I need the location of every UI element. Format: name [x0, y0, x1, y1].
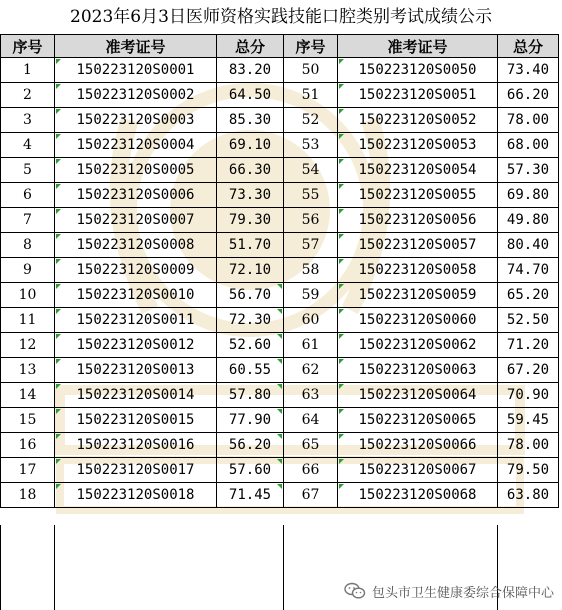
cell-score-2: 73.40: [498, 58, 559, 83]
cell-score: 77.90: [217, 408, 284, 433]
cell-score-2: 69.80: [498, 183, 559, 208]
cell-seq: 1: [1, 58, 55, 83]
cell-exam-id: 150223120S0012: [55, 333, 217, 358]
cell-score-2: 79.50: [498, 458, 559, 483]
score-table: [0, 34, 559, 508]
cell-score-2: 52.50: [498, 308, 559, 333]
table-row: [1, 383, 559, 408]
cell-seq: 7: [1, 208, 55, 233]
cell-exam-id: 150223120S0014: [55, 383, 217, 408]
cell-exam-id-2: 150223120S0068: [338, 483, 498, 508]
page-title: 2023年6月3日医师资格实践技能口腔类别考试成绩公示: [70, 7, 492, 27]
cell-exam-id-2: 150223120S0050: [338, 58, 498, 83]
cell-score: 57.60: [217, 458, 284, 483]
cell-seq: 18: [1, 483, 55, 508]
cell-exam-id-2: 150223120S0063: [338, 358, 498, 383]
cell-exam-id-2: 150223120S0064: [338, 383, 498, 408]
cell-exam-id: 150223120S0003: [55, 108, 217, 133]
cell-score: 83.20: [217, 58, 284, 83]
cell-exam-id-2: 150223120S0056: [338, 208, 498, 233]
cell-exam-id-2: 150223120S0062: [338, 333, 498, 358]
table-row: [1, 308, 559, 333]
cell-exam-id-2: 150223120S0058: [338, 258, 498, 283]
cell-score-2: 74.70: [498, 258, 559, 283]
cell-exam-id-2: 150223120S0066: [338, 433, 498, 458]
cell-seq: 3: [1, 108, 55, 133]
table-body: [1, 58, 559, 508]
table-row: [1, 58, 559, 83]
cell-exam-id: 150223120S0016: [55, 433, 217, 458]
cell-score-2: 70.90: [498, 383, 559, 408]
cell-exam-id: 150223120S0004: [55, 133, 217, 158]
header-score: 总分: [217, 35, 284, 58]
cell-seq: 15: [1, 408, 55, 433]
table-row: [1, 108, 559, 133]
cell-score: 71.45: [217, 483, 284, 508]
cell-score: 72.10: [217, 258, 284, 283]
cell-seq: 5: [1, 158, 55, 183]
cell-exam-id: 150223120S0010: [55, 283, 217, 308]
cell-seq-2: 65: [284, 433, 338, 458]
cell-exam-id: 150223120S0008: [55, 233, 217, 258]
cell-score: 51.70: [217, 233, 284, 258]
table-row: [1, 258, 559, 283]
cell-score-2: 59.45: [498, 408, 559, 433]
cell-score-2: 78.00: [498, 433, 559, 458]
cell-seq-2: 58: [284, 258, 338, 283]
cell-seq-2: 60: [284, 308, 338, 333]
cell-exam-id: 150223120S0018: [55, 483, 217, 508]
cell-exam-id-2: 150223120S0059: [338, 283, 498, 308]
header-score-2: 总分: [498, 35, 559, 58]
cell-seq-2: 66: [284, 458, 338, 483]
cell-exam-id: 150223120S0013: [55, 358, 217, 383]
cell-score: 57.80: [217, 383, 284, 408]
cell-exam-id: 150223120S0007: [55, 208, 217, 233]
cell-seq-2: 53: [284, 133, 338, 158]
cell-score: 79.30: [217, 208, 284, 233]
cell-seq-2: 63: [284, 383, 338, 408]
cell-exam-id-2: 150223120S0057: [338, 233, 498, 258]
cell-seq-2: 62: [284, 358, 338, 383]
cell-seq: 12: [1, 333, 55, 358]
cell-seq-2: 55: [284, 183, 338, 208]
cell-exam-id: 150223120S0009: [55, 258, 217, 283]
header-seq-2: 序号: [284, 35, 338, 58]
table-row: [1, 458, 559, 483]
cell-score-2: 80.40: [498, 233, 559, 258]
cell-score-2: 49.80: [498, 208, 559, 233]
table-row: [1, 408, 559, 433]
cell-exam-id-2: 150223120S0065: [338, 408, 498, 433]
cell-score: 56.70: [217, 283, 284, 308]
cell-exam-id: 150223120S0001: [55, 58, 217, 83]
cell-seq-2: 56: [284, 208, 338, 233]
wechat-icon: [344, 582, 366, 600]
cell-seq-2: 67: [284, 483, 338, 508]
cell-exam-id: 150223120S0011: [55, 308, 217, 333]
header-seq: 序号: [1, 35, 55, 58]
table-row: [1, 283, 559, 308]
cell-score-2: 66.20: [498, 83, 559, 108]
cell-seq: 10: [1, 283, 55, 308]
cell-exam-id-2: 150223120S0055: [338, 183, 498, 208]
cell-score: 72.30: [217, 308, 284, 333]
cell-score-2: 68.00: [498, 133, 559, 158]
cell-seq: 2: [1, 83, 55, 108]
cell-exam-id-2: 150223120S0051: [338, 83, 498, 108]
cell-score-2: 57.30: [498, 158, 559, 183]
source-name: 包头市卫生健康委综合保障中心: [371, 585, 554, 601]
table-row: [1, 158, 559, 183]
cell-exam-id-2: 150223120S0052: [338, 108, 498, 133]
table-header-row: [1, 35, 559, 58]
cell-score-2: 65.20: [498, 283, 559, 308]
table-row: [1, 433, 559, 458]
cell-seq: 13: [1, 358, 55, 383]
table-row: [1, 358, 559, 383]
cell-score: 64.50: [217, 83, 284, 108]
cell-score: 60.55: [217, 358, 284, 383]
table-row: [1, 83, 559, 108]
cell-score: 69.10: [217, 133, 284, 158]
cell-seq-2: 50: [284, 58, 338, 83]
cell-seq-2: 57: [284, 233, 338, 258]
cell-score: 66.30: [217, 158, 284, 183]
cell-seq: 6: [1, 183, 55, 208]
cell-seq-2: 61: [284, 333, 338, 358]
cell-exam-id: 150223120S0005: [55, 158, 217, 183]
source-attribution: [344, 580, 554, 602]
cell-score: 85.30: [217, 108, 284, 133]
cell-seq-2: 51: [284, 83, 338, 108]
cell-seq: 16: [1, 433, 55, 458]
cell-score-2: 71.20: [498, 333, 559, 358]
cell-seq: 14: [1, 383, 55, 408]
cell-seq-2: 54: [284, 158, 338, 183]
cell-seq: 17: [1, 458, 55, 483]
cell-seq-2: 52: [284, 108, 338, 133]
cell-score-2: 63.80: [498, 483, 559, 508]
table-row: [1, 333, 559, 358]
header-exam-id-2: 准考证号: [338, 35, 498, 58]
cell-score-2: 67.20: [498, 358, 559, 383]
cell-exam-id: 150223120S0015: [55, 408, 217, 433]
cell-seq: 11: [1, 308, 55, 333]
table-row: [1, 483, 559, 508]
cell-score: 73.30: [217, 183, 284, 208]
cell-exam-id: 150223120S0017: [55, 458, 217, 483]
cell-exam-id-2: 150223120S0053: [338, 133, 498, 158]
cell-seq-2: 64: [284, 408, 338, 433]
cell-exam-id-2: 150223120S0067: [338, 458, 498, 483]
cell-score: 52.60: [217, 333, 284, 358]
cell-score-2: 78.00: [498, 108, 559, 133]
table-row: [1, 233, 559, 258]
table-row: [1, 133, 559, 158]
cell-seq: 4: [1, 133, 55, 158]
cell-seq: 9: [1, 258, 55, 283]
cell-seq: 8: [1, 233, 55, 258]
cell-exam-id: 150223120S0006: [55, 183, 217, 208]
cell-exam-id-2: 150223120S0054: [338, 158, 498, 183]
cell-seq-2: 59: [284, 283, 338, 308]
cell-score: 56.20: [217, 433, 284, 458]
table-row: [1, 208, 559, 233]
table-row: [1, 183, 559, 208]
cell-exam-id: 150223120S0002: [55, 83, 217, 108]
header-exam-id: 准考证号: [55, 35, 217, 58]
cell-exam-id-2: 150223120S0060: [338, 308, 498, 333]
